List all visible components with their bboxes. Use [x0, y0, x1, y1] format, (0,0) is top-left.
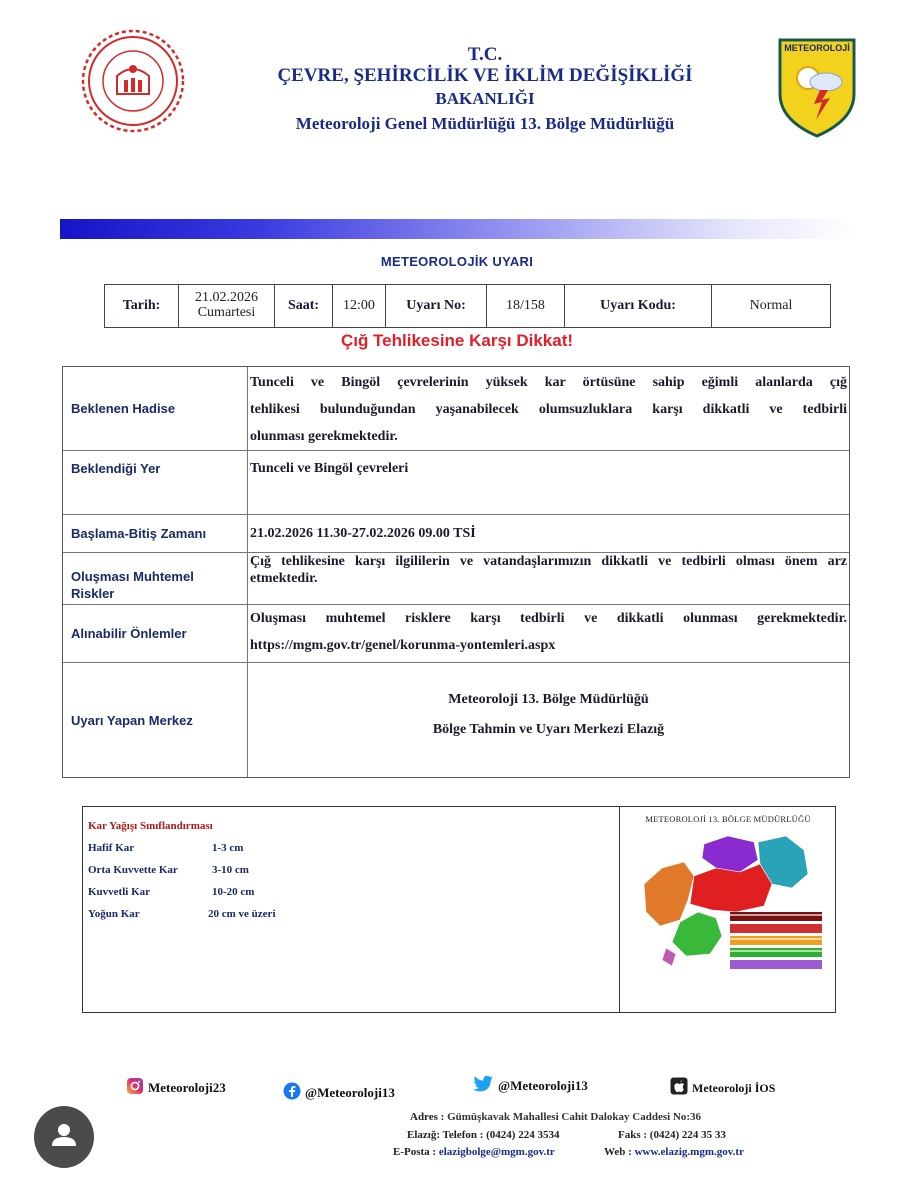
email-line — [393, 1146, 555, 1158]
time-value: 12:00 — [333, 285, 386, 327]
instagram-icon — [126, 1077, 144, 1099]
row-line: olunması gerekmektedir. — [250, 429, 398, 444]
fax-line — [618, 1129, 726, 1141]
map-title: METEOROLOJİ 13. BÖLGE MÜDÜRLÜĞÜ — [645, 814, 811, 824]
instagram-link[interactable] — [126, 1077, 226, 1099]
web-label: Web : — [604, 1146, 632, 1158]
instagram-handle: Meteoroloji23 — [148, 1080, 226, 1095]
profile-avatar-button[interactable] — [34, 1106, 94, 1168]
warning-meta-table — [104, 284, 831, 328]
row-label: Başlama-Bitiş Zamanı — [63, 515, 248, 552]
row-label: Alınabilir Önlemler — [63, 605, 248, 662]
header-ministry-2: BAKANLIĞI — [435, 89, 535, 108]
warning-code-value: Normal — [749, 297, 793, 313]
ios-app-link[interactable] — [670, 1077, 775, 1099]
snow-class-value: 1-3 cm — [212, 842, 244, 854]
row-possible-risks — [63, 553, 849, 605]
meteoroloji-logo — [778, 38, 856, 138]
web-link[interactable]: www.elazig.mgm.gov.tr — [634, 1146, 744, 1158]
row-line: Tunceli ve Bingöl çevrelerinin yüksek kar örtüsüne sahip eğimli alanlarda çığ — [250, 375, 847, 390]
twitter-handle: @Meteoroloji13 — [498, 1078, 588, 1093]
row-line: tehlikesi bulunduğundan yaşanabilecek olumsuzluklara karşı dikkatli ve tedbirli — [250, 402, 847, 417]
header-ministry: ÇEVRE, ŞEHİRCİLİK VE İKLİM DEĞİŞİKLİĞİ — [277, 65, 693, 86]
row-expected-place — [63, 451, 849, 515]
address-value: Gümüşkavak Mahallesi Cahit Dalokay Caddesi No:36 — [447, 1111, 702, 1123]
ios-app-label: Meteoroloji İOS — [692, 1080, 776, 1095]
time-label: Saat: — [275, 285, 333, 327]
snow-box-divider — [619, 806, 620, 1013]
apple-icon — [670, 1077, 688, 1099]
date-cell — [179, 285, 275, 327]
row-content — [248, 663, 849, 777]
row-content — [248, 367, 849, 450]
svg-text:METEOROLOJİ: METEOROLOJİ — [784, 43, 850, 53]
row-line: 21.02.2026 11.30-27.02.2026 09.00 TSİ — [250, 525, 476, 541]
snow-class-name: Hafif Kar — [88, 842, 135, 854]
row-label: Uyarı Yapan Merkez — [63, 663, 248, 777]
row-issuing-center — [63, 663, 849, 777]
warning-no-value: 18/158 — [487, 285, 565, 327]
row-line: Tunceli ve Bingöl çevreleri — [250, 461, 409, 476]
row-line: Oluşması muhtemel risklere karşı tedbirli ve dikkatli olunması gerekmektedir. — [250, 611, 847, 626]
ministry-seal-logo — [80, 28, 186, 134]
row-line: Bölge Tahmin ve Uyarı Merkezi Elazığ — [432, 722, 665, 737]
snow-class-name: Orta Kuvvette Kar — [88, 864, 178, 876]
snow-class-value: 20 cm ve üzeri — [208, 908, 276, 920]
phone-line — [407, 1129, 559, 1141]
email-link[interactable]: elazigbolge@mgm.gov.tr — [438, 1146, 555, 1158]
snow-class-value: 3-10 cm — [212, 864, 249, 876]
facebook-icon — [283, 1082, 301, 1104]
facebook-link[interactable] — [283, 1082, 395, 1104]
fax-value: (0424) 224 35 33 — [649, 1129, 726, 1141]
header-divider-bar — [60, 219, 855, 239]
facebook-handle: @Meteoroloji13 — [305, 1085, 395, 1100]
region-map — [632, 828, 832, 978]
web-line — [604, 1146, 744, 1158]
address-line — [410, 1111, 701, 1123]
phone-value: (0424) 224 3534 — [486, 1129, 560, 1141]
row-line: Meteoroloji 13. Bölge Müdürlüğü — [448, 692, 649, 707]
snow-class-name: Yoğun Kar — [88, 908, 140, 920]
fax-label: Faks : — [618, 1129, 648, 1141]
warning-no-label: Uyarı No: — [386, 285, 487, 327]
row-content — [248, 605, 849, 662]
map-legend — [730, 912, 822, 969]
row-expected-event — [63, 367, 849, 451]
warning-details-table — [62, 366, 850, 778]
phone-label: Elazığ: Telefon : — [407, 1129, 484, 1141]
twitter-link[interactable] — [472, 1075, 588, 1097]
header-directorate: Meteoroloji Genel Müdürlüğü 13. Bölge Müdürlüğü — [295, 114, 675, 133]
warning-title: Çığ Tehlikesine Karşı Dikkat! — [340, 331, 574, 350]
date-value: 21.02.2026 — [195, 290, 258, 306]
row-label: Beklenen Hadise — [63, 367, 248, 450]
document-title: METEOROLOJİK UYARI — [380, 254, 534, 269]
snow-class-value: 10-20 cm — [212, 886, 255, 898]
day-value: Cumartesi — [197, 305, 256, 320]
user-icon — [34, 1106, 94, 1168]
twitter-icon — [472, 1075, 494, 1097]
address-label: Adres : — [410, 1111, 445, 1123]
row-label: Oluşması Muhtemel Riskler — [63, 553, 248, 604]
warning-code-label: Uyarı Kodu: — [565, 285, 712, 327]
row-measures — [63, 605, 849, 663]
snow-class-name: Kuvvetli Kar — [88, 886, 151, 898]
measures-link[interactable]: https://mgm.gov.tr/genel/korunma-yontemleri.aspx — [250, 638, 556, 653]
row-time-range — [63, 515, 849, 553]
snow-classification-title: Kar Yağışı Sınıflandırması — [88, 820, 213, 832]
date-label: Tarih: — [105, 285, 179, 327]
email-label: E-Posta : — [393, 1146, 437, 1158]
header-tc: T.C. — [467, 44, 503, 65]
row-line: etmektedir. — [250, 571, 318, 586]
row-label: Beklendiği Yer — [63, 451, 248, 514]
row-content — [248, 553, 849, 604]
row-line: Çığ tehlikesine karşı ilgililerin ve vatandaşlarımızın dikkatli ve tedbirli olması önem arz — [250, 554, 847, 569]
